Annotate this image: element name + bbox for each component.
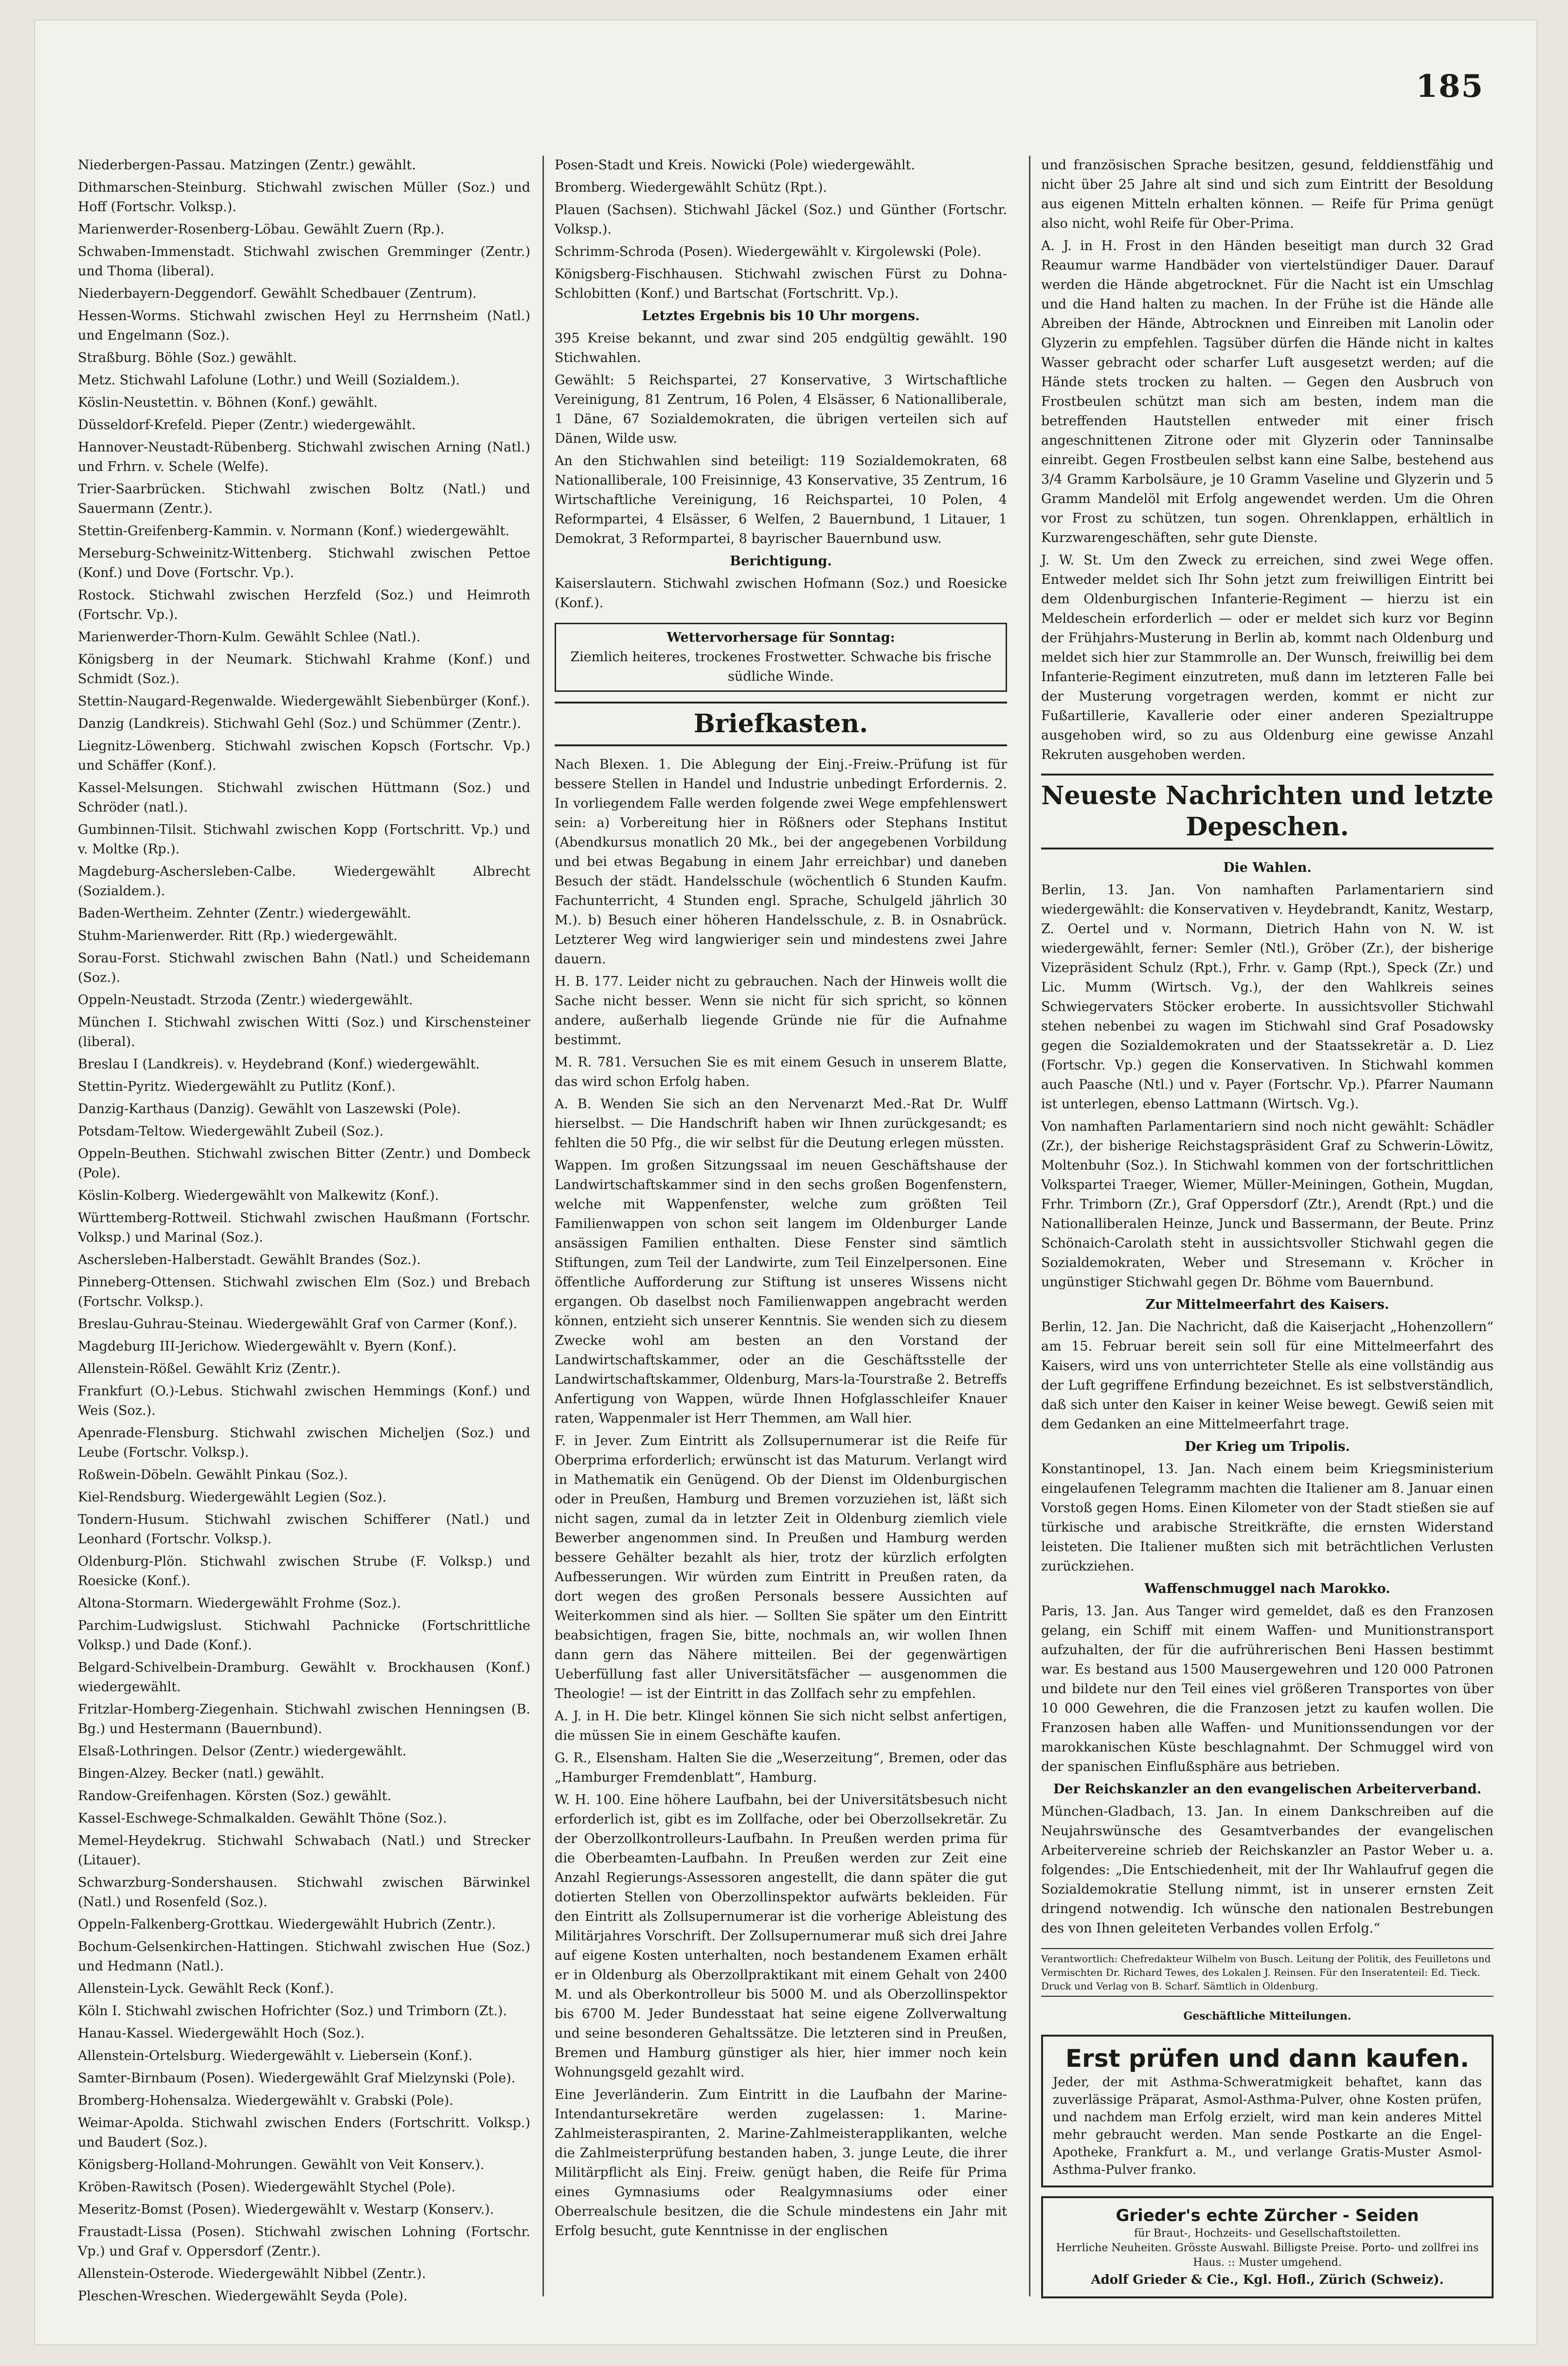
result-entry: Bochum-Gelsenkirchen-Hattingen. Stichwahl zwischen Hue (Soz.) und Hedmann (Natl.). — [78, 1939, 530, 1974]
result-entry: Straßburg. Böhle (Soz.) gewählt. — [78, 350, 297, 365]
result-entry: Schwaben-Immenstadt. Stichwahl zwischen Gremminger (Zentr.) und Thoma (liberal). — [78, 244, 530, 279]
result-entry: Niederbergen-Passau. Matzingen (Zentr.) gewählt. — [78, 158, 416, 173]
result-entry: Weimar-Apolda. Stichwahl zwischen Enders (Fortschritt. Volksp.) und Baudert (Soz.). — [78, 2115, 530, 2150]
result-entry: Marienwerder-Thorn-Kulm. Gewählt Schlee (Natl.). — [78, 630, 421, 645]
result-entry: Fraustadt-Lissa (Posen). Stichwahl zwischen Lohning (Fortschr. Vp.) und Graf v. Oppersdorf (Zentr.). — [78, 2224, 530, 2259]
result-entry: Sorau-Forst. Stichwahl zwischen Bahn (Natl.) und Scheidemann (Soz.). — [78, 951, 530, 985]
result-entry: Hannover-Neustadt-Rübenberg. Stichwahl zwischen Arning (Natl.) und Frhrn. v. Schele (Welfe). — [78, 440, 530, 474]
result-entry: Randow-Greifenhagen. Körsten (Soz.) gewählt. — [78, 1788, 392, 1804]
result-entry: Oldenburg-Plön. Stichwahl zwischen Strube (F. Volksp.) und Roesicke (Konf.). — [78, 1554, 530, 1589]
column-2 — [555, 156, 1007, 2244]
ad-title: Grieder's echte Zürcher - Seiden — [1116, 2206, 1419, 2225]
result-entry: Danzig-Karthaus (Danzig). Gewählt von Laszewski (Pole). — [78, 1102, 461, 1117]
column-rule — [542, 156, 544, 2296]
ad-body: Jeder, der mit Asthma-Schweratmigkeit behaftet, kann das zuverlässige Präparat, Asmol-Asthma-Pulver, ohne Kosten prüfen, und nachdem man Erfolg erzielt, wird man kein anderes Mittel mehr gebraucht werden. Man sende Postkarte an die Engel-Apotheke, Frankfurt a. M., und verlange Gratis-Muster Asmol-Asthma-Pulver franko. — [1053, 2075, 1482, 2177]
correction-heading: Berichtigung. — [730, 554, 832, 569]
mailbox-entry: M. R. 781. Versuchen Sie es mit einem Gesuch in unserem Blatte, das wird schon Erfolg haben. — [555, 1055, 1007, 1089]
news-heading: Waffenschmuggel nach Marokko. — [1144, 1581, 1390, 1596]
result-entry: Bromberg-Hohensalza. Wiedergewählt v. Grabski (Pole). — [78, 2093, 453, 2108]
result-entry: Metz. Stichwahl Lafolune (Lothr.) und Weill (Sozialdem.). — [78, 373, 460, 388]
result-entry: Tondern-Husum. Stichwahl zwischen Schifferer (Natl.) und Leonhard (Fortschr. Volksp.). — [78, 1512, 530, 1547]
result-entry: Allenstein-Lyck. Gewählt Reck (Konf.). — [78, 1981, 334, 1996]
news-title: Neueste Nachrichten und letzte Depeschen. — [1041, 774, 1494, 849]
result-entry: Liegnitz-Löwenberg. Stichwahl zwischen Kopsch (Fortschr. Vp.) und Schäffer (Konf.). — [78, 739, 530, 773]
ad-firm: Adolf Grieder & Cie., Kgl. Hofl., Zürich (Schweiz). — [1091, 2273, 1444, 2287]
ad-subtitle: für Braut-, Hochzeits- und Gesellschaftstoiletten. — [1134, 2227, 1401, 2240]
page-number: 185 — [1416, 68, 1484, 105]
result-heading: Letztes Ergebnis bis 10 Uhr morgens. — [642, 308, 920, 324]
mailbox-entry: A. B. Wenden Sie sich an den Nervenarzt Med.-Rat Dr. Wulff hierselbst. — Die Handschrift haben wir Ihnen zurückgesandt; es fehlten die 50 Pfg., die wir selbst für die Deutung erlegen müssten. — [555, 1097, 1007, 1151]
result-entry: Magdeburg-Aschersleben-Calbe. Wiedergewählt Albrecht (Sozialdem.). — [78, 864, 530, 899]
result-entry: Pinneberg-Ottensen. Stichwahl zwischen Elm (Soz.) und Brebach (Fortschr. Volksp.). — [78, 1275, 530, 1309]
result-entry: Frankfurt (O.)-Lebus. Stichwahl zwischen Hemmings (Konf.) und Weis (Soz.). — [78, 1384, 530, 1418]
result-entry: Pleschen-Wreschen. Wiedergewählt Seyda (Pole). — [78, 2289, 408, 2304]
result-entry: Bingen-Alzey. Becker (natl.) gewählt. — [78, 1766, 324, 1781]
result-entry: Danzig (Landkreis). Stichwahl Gehl (Soz.) und Schümmer (Zentr.). — [78, 716, 522, 731]
mailbox-entry: G. R., Elsensham. Halten Sie die „Weserzeitung“, Bremen, oder das „Hamburger Fremdenblatt“, Hamburg. — [555, 1751, 1007, 1785]
result-entry: Königsberg in der Neumark. Stichwahl Krahme (Konf.) und Schmidt (Soz.). — [78, 652, 530, 686]
result-entry: Belgard-Schivelbein-Dramburg. Gewählt v. Brockhausen (Konf.) wiedergewählt. — [78, 1660, 530, 1695]
silk-advertisement — [1041, 2196, 1494, 2298]
weather-box — [555, 623, 1007, 692]
mailbox-title: Briefkasten. — [555, 702, 1007, 746]
result-entry: Allenstein-Osterode. Wiedergewählt Nibbel (Zentr.). — [78, 2266, 426, 2281]
result-entry: Stettin-Greifenberg-Kammin. v. Normann (Konf.) wiedergewählt. — [78, 524, 510, 539]
result-paragraph: Gewählt: 5 Reichspartei, 27 Konservative, 3 Wirtschaftliche Vereinigung, 81 Zentrum, 16 Polen, 4 Elsässer, 6 Nationalliberale, 1 Däne, 67 Sozialdemokraten, die übrigen verteilen sich auf Dänen, Wilde usw. — [555, 373, 1007, 446]
result-entry: Rostock. Stichwahl zwischen Herzfeld (Soz.) und Heimroth (Fortschr. Vp.). — [78, 588, 530, 622]
news-subtitle: Die Wahlen. — [1223, 860, 1312, 875]
result-entry: Hessen-Worms. Stichwahl zwischen Heyl zu Herrnsheim (Natl.) und Engelmann (Soz.). — [78, 308, 530, 343]
result-entry: Königsberg-Holland-Mohrungen. Gewählt von Veit Konserv.). — [78, 2157, 485, 2172]
result-entry: Königsberg-Fischhausen. Stichwahl zwischen Fürst zu Dohna-Schlobitten (Konf.) und Bartschat (Fortschritt. Vp.). — [555, 267, 1007, 301]
newspaper-page — [34, 19, 1537, 2345]
result-entry: Schrimm-Schroda (Posen). Wiedergewählt v. Kirgolewski (Pole). — [555, 244, 981, 259]
result-entry: Altona-Stormarn. Wiedergewählt Frohme (Soz.). — [78, 1596, 401, 1611]
result-paragraph: An den Stichwahlen sind beteiligt: 119 Sozialdemokraten, 68 Nationalliberale, 100 Freisinnige, 43 Konservative, 35 Zentrum, 16 Wirtschaftliche Vereinigung, 16 Reichspartei, 10 Polen, 4 Reformpartei, 4 Elsässer, 6 Welfen, 2 Bauernbund, 1 Litauer, 1 Demokrat, 3 Reformpartei, 8 bayrischer Bauernbund usw. — [555, 453, 1007, 546]
result-entry: Merseburg-Schweinitz-Wittenberg. Stichwahl zwischen Pettoe (Konf.) und Dove (Fortschr. Vp.). — [78, 546, 530, 580]
result-entry: Samter-Birnbaum (Posen). Wiedergewählt Graf Mielzynski (Pole). — [78, 2071, 516, 2086]
ads-header: Geschäftliche Mitteilungen. — [1183, 2010, 1352, 2023]
election-results-column-1 — [78, 156, 530, 2309]
result-entry: Breslau-Guhrau-Steinau. Wiedergewählt Graf von Carmer (Konf.). — [78, 1317, 518, 1332]
mailbox-entry: A. J. in H. Die betr. Klingel können Sie sich nicht selbst anfertigen, die müssen Sie in einem Geschäfte kaufen. — [555, 1709, 1007, 1743]
result-entry: Hanau-Kassel. Wiedergewählt Hoch (Soz.). — [78, 2026, 365, 2041]
result-entry: Roßwein-Döbeln. Gewählt Pinkau (Soz.). — [78, 1467, 348, 1482]
mailbox-entry: W. H. 100. Eine höhere Laufbahn, bei der Universitätsbesuch nicht erforderlich ist, gibt es im Zollfache, oder bei Oberzollsekretär. Zu der Oberzollkontrolleurs-Laufbahn. In Preußen werden prima für die Oberbeamten-Laufbahn. In Preußen werden zur Zeit eine Anzahl Regierungs-Assessoren angestellt, die dann später die gut dotierten Stellen von Oberzollinspektor aufwärts bekleiden. Für den Eintritt als Zollsupernumerar ist die vorherige Ableistung des Militärjahres Vorschrift. Der Zollsupernumerar muß sich drei Jahre auf eigene Kosten unterhalten, noch bestandenem Examen erhält er in Oldenburg als Oberzollpraktikant mit einem Gehalt von 2400 M. und als Oberkontrolleur bis 5000 M. und als Oberzollinspektor bis 6700 M. Jeder Bundesstaat hat seine eigene Zollverwaltung und seine besonderen Gehaltssätze. Die letzteren sind in Preußen, Bremen und Hamburg günstiger als hier, hier immer noch kein Wohnungsgeld gezahlt wird. — [555, 1792, 1007, 2080]
mailbox-entry: A. J. in H. Frost in den Händen beseitigt man durch 32 Grad Reaumur warme Handbäder von viertelstündiger Dauer. Darauf werden die Hände abgetrocknet. Für die Nacht ist ein Umschlag und die Hand halten zu machen. In der Frühe ist die Hände alle Abreiben der Hände, Abtrocknen und Einreiben mit Lanolin oder Glyzerin zu empfehlen. Tagsüber dürfen die Hände nicht in kaltes Wasser gebracht oder scharfer Luft ausgesetzt werden; auf die Hände stets trocken zu halten. — Gegen den Ausbruch von Frostbeulen schützt man sich am besten, indem man die betreffenden Hautstellen entweder mit einer frisch angeschnittenen Zitrone oder mit Glyzerin oder Tanninsalbe einreibt. Gegen Frostbeulen selbst kann eine Salbe, bestehend aus 3/4 Gramm Karbolsäure, je 10 Gramm Vaseline und Glyzerin und 5 Gramm Mandelöl mit Erfolg angewendet werden. Um die Ohren vor Frost zu schützen, tun sogen. Ohrenklappen, erhältlich in Kurzwarengeschäften, sehr gute Dienste. — [1041, 238, 1494, 545]
news-item: Paris, 13. Jan. Aus Tanger wird gemeldet, daß es den Franzosen gelang, ein Schiff mit einem Waffen- und Munitionstransport aufzuhalten, der für die aufrührerischen Beni Hassen bestimmt war. Es bestand aus 1500 Mausergewehren und 120 000 Patronen und bildete nur den Teil eines viel größeren Transportes von über 10 000 Gewehren, die die Franzosen jetzt zu kaufen wollen. Die Franzosen haben alle Waffen- und Munitionssendungen vor der marokkanischen Küste beschlagnahmt. Der Schmuggel wird von der spanischen Einflußsphäre aus betrieben. — [1041, 1604, 1494, 1774]
result-entry: Oppeln-Falkenberg-Grottkau. Wiedergewählt Hubrich (Zentr.). — [78, 1917, 496, 1932]
result-entry: Breslau I (Landkreis). v. Heydebrand (Konf.) wiedergewählt. — [78, 1057, 480, 1072]
result-entry: Kröben-Rawitsch (Posen). Wiedergewählt Stychel (Pole). — [78, 2180, 456, 2195]
result-entry: Schwarzburg-Sondershausen. Stichwahl zwischen Bärwinkel (Natl.) und Rosenfeld (Soz.). — [78, 1875, 530, 1910]
result-entry: Kassel-Melsungen. Stichwahl zwischen Hüttmann (Soz.) und Schröder (natl.). — [78, 780, 530, 815]
result-entry: München I. Stichwahl zwischen Witti (Soz.) und Kirschensteiner (liberal). — [78, 1015, 530, 1049]
mailbox-entry: und französischen Sprache besitzen, gesund, felddienstfähig und nicht über 25 Jahre alt sind und sich zum Eintritt der Besoldung aus eigenen Mitteln erhalten können. — Reife für Prima genügt also nicht, wohl Reife für Ober-Prima. — [1041, 158, 1494, 231]
result-entry: Oppeln-Beuthen. Stichwahl zwischen Bitter (Zentr.) und Dombeck (Pole). — [78, 1146, 530, 1181]
result-entry: Bromberg. Wiedergewählt Schütz (Rpt.). — [555, 180, 827, 195]
result-entry: Trier-Saarbrücken. Stichwahl zwischen Boltz (Natl.) und Sauermann (Zentr.). — [78, 482, 530, 516]
result-entry: Memel-Heydekrug. Stichwahl Schwabach (Natl.) und Strecker (Litauer). — [78, 1833, 530, 1868]
result-entry: Marienwerder-Rosenberg-Löbau. Gewählt Zuern (Rp.). — [78, 222, 445, 237]
mailbox-entry: F. in Jever. Zum Eintritt als Zollsupernumerar ist die Reife für Oberprima erforderlich; erwünscht ist das Maturum. Verlangt wird in Mathematik ein Genügend. Ob der Dienst im Oldenburgischen oder in Preußen, Hamburg und Bremen vorzuziehen ist, läßt sich nicht sagen, zumal da in letzter Zeit in Oldenburg ziemlich viele Bewerber angenommen sind. In Preußen und Hamburg werden bessere Gehälter bezahlt als hier, trotz der kürzlich erfolgten Aufbesserungen. Wir würden zum Eintritt in Preußen raten, da dort wegen des großen Personals bessere Aussichten auf Weiterkommen sind als hier. — Sollten Sie später um den Eintritt beabsichtigen, fragen Sie, bitte, nochmals an, wir wollen Ihnen dann gern das Nähere mitteilen. Bei der gegenwärtigen Ueberfüllung fast aller Universitätsfächer — ausgenommen die Theologie! — ist der Eintritt in das Zollfach sehr zu empfehlen. — [555, 1433, 1007, 1701]
imprint: Verantwortlich: Chefredakteur Wilhelm von Busch. Leitung der Politik, des Feuilletons und Vermischten Dr. Richard Tewes, des Lokalen J. Reinsen. Für den Inseratenteil: Ed. Tieck. Druck und Verlag von B. Scharf. Sämtlich in Oldenburg. — [1041, 1948, 1494, 1997]
news-item: Von namhaften Parlamentariern sind noch nicht gewählt: Schädler (Zr.), der bisherige Reichstagspräsident Graf zu Schwerin-Löwitz, Moltenbuhr (Soz.). In Stichwahl kommen von der fortschrittlichen Volkspartei Traeger, Wiemer, Müller-Meiningen, Gothein, Mugdan, Frhr. Trimborn (Zr.), Graf Oppersdorf (Ztr.), Arendt (Rpt.) und die Nationalliberalen Heinze, Junck und Bassermann, der Beute. Prinz Schönaich-Carolath steht in aussichtsvoller Stichwahl gegen die Sozialdemokraten, Weber und Stresemann v. Kröcher in ungünstiger Stichwahl gegen Dr. Böhme vom Bauernbund. — [1041, 1119, 1494, 1290]
result-entry: Fritzlar-Homberg-Ziegenhain. Stichwahl zwischen Henningsen (B. Bg.) und Hestermann (Bauernbund). — [78, 1702, 530, 1736]
result-paragraph: 395 Kreise bekannt, und zwar sind 205 endgültig gewählt. 190 Stichwahlen. — [555, 331, 1007, 365]
ad-body: Herrliche Neuheiten. Grösste Auswahl. Billigste Preise. Porto- und zollfrei ins Haus. :: Muster umgehend. — [1056, 2242, 1479, 2269]
result-entry: Baden-Wertheim. Zehnter (Zentr.) wiedergewählt. — [78, 906, 412, 921]
weather-text: Ziemlich heiteres, trockenes Frostwetter. Schwache bis frische südliche Winde. — [570, 650, 991, 684]
result-entry: Stettin-Naugard-Regenwalde. Wiedergewählt Siebenbürger (Konf.). — [78, 694, 530, 709]
ad-title: Erst prüfen und dann kaufen. — [1065, 2044, 1469, 2073]
correction-text: Kaiserslautern. Stichwahl zwischen Hofmann (Soz.) und Roesicke (Konf.). — [555, 576, 1007, 611]
result-entry: Stettin-Pyritz. Wiedergewählt zu Putlitz (Konf.). — [78, 1079, 396, 1094]
mailbox-entry: Wappen. Im großen Sitzungssaal im neuen Geschäftshause der Landwirtschaftskammer sind in den sechs großen Bogenfenstern, welche mit Wappenfenster, welche zum größten Teil Familienwappen von schon seit langem im Oldenburger Lande ansässigen Familien enthalten. Diese Fenster sind sämtlich Stiftungen, zum Teil der Landwirte, zum Teil Einzelpersonen. Eine öffentliche Aufforderung zur Stiftung ist unseres Wissens nicht ergangen. Ob daselbst noch Familienwappen angebracht werden können, entzieht sich unserer Kenntnis. Sie wenden sich zu diesem Zwecke wohl am besten an den Vorstand der Landwirtschaftskammer, oder an die Geschäftsstelle der Landwirtschaftskammer, Oldenburg, Mars-la-Tourstraße 2. Betreffs Anfertigung von Wappen, würde Ihnen Hofglasschleifer Knauer raten, Wappenmaler ist Herr Themmen, am Wall hier. — [555, 1158, 1007, 1426]
result-entry: Dithmarschen-Steinburg. Stichwahl zwischen Müller (Soz.) und Hoff (Fortschr. Volksp.). — [78, 180, 530, 215]
result-entry: Stuhm-Marienwerder. Ritt (Rp.) wiedergewählt. — [78, 928, 397, 943]
column-rule — [1029, 156, 1030, 2296]
asthma-advertisement — [1041, 2035, 1494, 2187]
news-item: Berlin, 13. Jan. Von namhaften Parlamentariern sind wiedergewählt: die Konservativen v. Heydebrandt, Kanitz, Westarp, Z. Oertel und v. Normann, Dietrich Hahn von N. W. ist wiedergewählt, ferner: Semler (Ntl.), Gröber (Zr.), der bisherige Vizepräsident Schulz (Rpt.), Frhr. v. Gamp (Rpt.), Speck (Zr.) und Lic. Mumm (Wirtsch. Vg.), der den Wahlkreis seines Schwiegervaters Stöcker eroberte. In aussichtsvoller Stichwahl stehen nebenbei zu wagen im Stichwahl sind Graf Posadowsky gegen die Sozialdemokraten und der Staatssekretär a. D. Liez (Fortschr. Vp.) gegen die Konservativen. In Stichwahl kommen auch Paasche (Ntl.) und v. Payer (Fortschr. Vp.). Pfarrer Naumann ist unterlegen, ebenso Lattmann (Wirtsch. Vg.). — [1041, 883, 1494, 1112]
result-entry: Gumbinnen-Tilsit. Stichwahl zwischen Kopp (Fortschritt. Vp.) und v. Moltke (Rp.). — [78, 822, 530, 857]
news-item: Konstantinopel, 13. Jan. Nach einem beim Kriegsministerium eingelaufenen Telegramm machten die Italiener am 8. Januar einen Vorstoß gegen Homs. Einen Kilometer von der Stadt stießen sie auf türkische und arabische Streitkräfte, die ernsten Widerstand leisteten. Die Italiener mußten sich mit beträchtlichen Verlusten zurückziehen. — [1041, 1462, 1494, 1574]
mailbox-entry: Nach Blexen. 1. Die Ablegung der Einj.-Freiw.-Prüfung ist für bessere Stellen in Handel und Industrie unbedingt Erfordernis. 2. In vorliegendem Falle werden folgende zwei Wege empfehlenswert sein: a) Vorbereitung hier in Rößners oder Stephans Institut (Abendkursus monatlich 20 Mk., bei der angegebenen Vorbildung und bei etwas Begabung in einem Jahr erreichbar) und daneben Besuch der städt. Handelsschule (wöchentlich 6 Stunden Kaufm. Fachunterricht, 4 Stunden engl. Sprache, Schulgeld jährlich 30 M.). b) Besuch einer höheren Handelsschule, z. B. in Osnabrück. Letzterer Weg wird langwieriger sein und mindestens zwei Jahre dauern. — [555, 757, 1007, 967]
mailbox-entry: Eine Jeverländerin. Zum Eintritt in die Laufbahn der Marine-Intendantursekretäre werden zugelassen: 1. Marine-Zahlmeisteraspiranten, 2. Marine-Zahlmeisterapplikanten, welche die Zahlmeisterprüfung bestanden haben, 3. junge Leute, die ihrer Militärpflicht als Einj. Freiw. genügt haben, die Reife für Prima eines Gymnasiums oder Realgymnasiums oder einer Oberrealschule besitzen, die die Schule mindestens ein Jahr mit Erfolg besucht, gute Kenntnisse in der englischen — [555, 2087, 1007, 2239]
result-entry: Köslin-Neustettin. v. Böhnen (Konf.) gewählt. — [78, 395, 378, 410]
result-entry: Köln I. Stichwahl zwischen Hofrichter (Soz.) und Trimborn (Zt.). — [78, 2004, 507, 2019]
result-entry: Magdeburg III-Jerichow. Wiedergewählt v. Byern (Konf.). — [78, 1339, 457, 1354]
mailbox-entry: J. W. St. Um den Zweck zu erreichen, sind zwei Wege offen. Entweder meldet sich Ihr Sohn jetzt zum freiwilligen Eintritt bei dem Oldenburgischen Infanterie-Regiment — hierzu ist ein Meldeschein erforderlich — oder er meldet sich kurz vor Beginn der Frühjahrs-Musterung in Berlin ab, kommt nach Oldenburg und meldet sich hier zur Stammrolle an. Der Wunsch, freiwillig bei dem Infanterie-Regiment einzutreten, muß dann im letzteren Falle bei der Musterung vorgetragen werden, kommt er nicht zur Fußartillerie, Kavallerie oder einer anderen Spezialtruppe ausgehoben wird, so zu aus Oldenburg eine gewisse Anzahl Rekruten ausgehoben werden. — [1041, 553, 1494, 762]
result-entry: Allenstein-Rößel. Gewählt Kriz (Zentr.). — [78, 1361, 341, 1376]
result-entry: Köslin-Kolberg. Wiedergewählt von Malkewitz (Konf.). — [78, 1188, 439, 1203]
result-entry: Niederbayern-Deggendorf. Gewählt Schedbauer (Zentrum). — [78, 286, 477, 301]
result-entry: Potsdam-Teltow. Wiedergewählt Zubeil (Soz.). — [78, 1124, 384, 1139]
result-entry: Düsseldorf-Krefeld. Pieper (Zentr.) wiedergewählt. — [78, 417, 416, 433]
result-entry: Elsaß-Lothringen. Delsor (Zentr.) wiedergewählt. — [78, 1744, 407, 1759]
result-entry: Allenstein-Ortelsburg. Wiedergewählt v. Liebersein (Konf.). — [78, 2048, 473, 2063]
result-entry: Aschersleben-Halberstadt. Gewählt Brandes (Soz.). — [78, 1252, 421, 1267]
news-heading: Zur Mittelmeerfahrt des Kaisers. — [1145, 1297, 1389, 1312]
news-heading: Der Krieg um Tripolis. — [1185, 1439, 1350, 1454]
news-heading: Der Reichskanzler an den evangelischen Arbeiterverband. — [1053, 1782, 1481, 1797]
result-entry: Kiel-Rendsburg. Wiedergewählt Legien (Soz.). — [78, 1490, 387, 1505]
result-entry: Oppeln-Neustadt. Strzoda (Zentr.) wiedergewählt. — [78, 993, 413, 1008]
news-item: München-Gladbach, 13. Jan. In einem Dankschreiben auf die Neujahrswünsche des Gesamtverbandes der evangelischen Arbeitervereine schrieb der Reichskanzler an Pastor Weber u. a. folgendes: „Die Entschiedenheit, mit der Ihr Wahlaufruf gegen die Sozialdemokratie Stellung nimmt, ist in unserer ernsten Zeit dringend notwendig. Ich wünsche den nationalen Bestrebungen des von Ihnen geleiteten Verbandes vollen Erfolg.“ — [1041, 1804, 1494, 1936]
result-entry: Posen-Stadt und Kreis. Nowicki (Pole) wiedergewählt. — [555, 158, 915, 173]
result-entry: Meseritz-Bomst (Posen). Wiedergewählt v. Westarp (Konserv.). — [78, 2202, 494, 2217]
result-entry: Parchim-Ludwigslust. Stichwahl Pachnicke (Fortschrittliche Volksp.) und Dade (Konf.). — [78, 1618, 530, 1653]
result-entry: Württemberg-Rottweil. Stichwahl zwischen Haußmann (Fortschr. Volksp.) und Marinal (Soz.). — [78, 1210, 530, 1245]
news-item: Berlin, 12. Jan. Die Nachricht, daß die Kaiserjacht „Hohenzollern“ am 15. Februar bereit sein soll für eine Mittelmeerfahrt des Kaisers, wird uns von unterrichteter Stelle als eine vollständig aus der Luft gegriffene Erfindung bezeichnet. Es ist selbstverständlich, daß sich unter den Kaiser in keiner Weise bewegt. Gewiß seien mit dem Gedanken an eine Mittelmeerfahrt trage. — [1041, 1319, 1494, 1432]
column-3 — [1041, 156, 1494, 2307]
weather-title: Wettervorhersage für Sonntag: — [667, 630, 895, 645]
result-entry: Kassel-Eschwege-Schmalkalden. Gewählt Thöne (Soz.). — [78, 1811, 447, 1826]
result-entry: Apenrade-Flensburg. Stichwahl zwischen Micheljen (Soz.) und Leube (Fortschr. Volksp.). — [78, 1426, 530, 1460]
result-entry: Plauen (Sachsen). Stichwahl Jäckel (Soz.) und Günther (Fortschr. Volksp.). — [555, 202, 1007, 237]
mailbox-entry: H. B. 177. Leider nicht zu gebrauchen. Nach der Hinweis wollt die Sache nicht besser. Wenn sie nicht für sich spricht, so können andere, außerhalb liegende Gründe nie für die Aufnahme bestimmt. — [555, 974, 1007, 1048]
